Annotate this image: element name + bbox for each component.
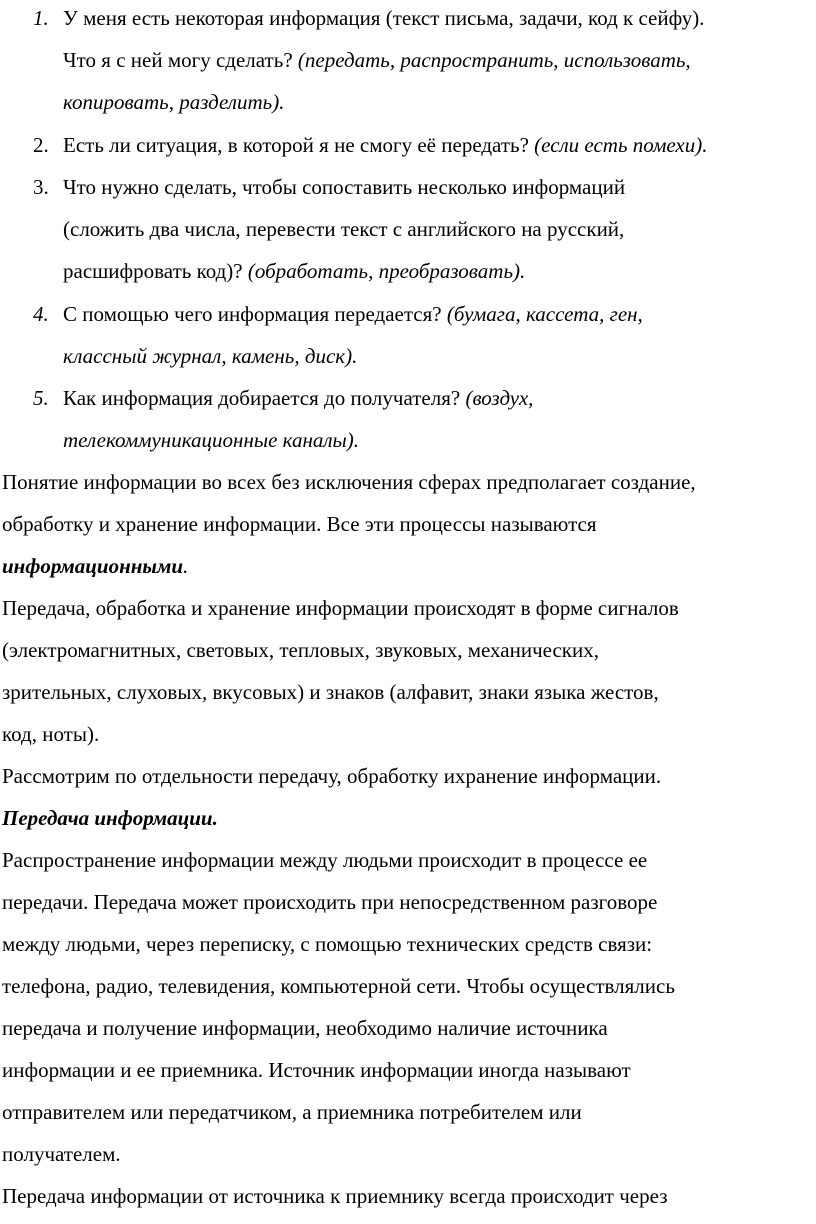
list-item-answer: (обработать, преобразовать). (247, 259, 526, 283)
list-item-line (63, 48, 691, 72)
list-item-answer: (воздух, (465, 386, 534, 410)
term-emphasis: информационными (2, 554, 184, 578)
paragraph-line: зрительных, слуховых, вкусовых) и знаков (алфавит, знаки языка жестов, (2, 680, 659, 704)
paragraph-line: передачи. Передача может происходить при непосредственном разговоре (2, 890, 658, 914)
paragraph-line: Распространение информации между людьми происходит в процессе ее (2, 848, 648, 872)
paragraph-line: получателем. (2, 1142, 121, 1166)
paragraph-line (2, 554, 188, 578)
paragraph-line: телефона, радио, телевидения, компьютерной сети. Чтобы осуществлялись (2, 974, 675, 998)
list-item-text: расшифровать код)? (63, 259, 248, 283)
list-number: 2. (33, 133, 49, 157)
list-item-answer: копировать, разделить). (63, 90, 285, 114)
section-heading: Передача информации. (2, 806, 218, 830)
list-item-line: Что нужно сделать, чтобы сопоставить несколько информаций (63, 175, 626, 199)
list-item-line: (сложить два числа, перевести текст с английского на русский, (63, 217, 625, 241)
list-number: 3. (33, 175, 49, 199)
list-item-answer: (если есть помехи). (534, 133, 708, 157)
paragraph-line: между людьми, через переписку, с помощью технических средств связи: (2, 932, 653, 956)
paragraph-line: Понятие информации во всех без исключения сферах предполагает создание, (2, 470, 696, 494)
paragraph-line: Передача информации от источника к приемнику всегда происходит через (2, 1184, 668, 1208)
paragraph-line: информации и ее приемника. Источник информации иногда называют (2, 1058, 631, 1082)
paragraph-line: (электромагнитных, световых, тепловых, звуковых, механических, (2, 638, 599, 662)
list-number: 4. (33, 302, 49, 326)
paragraph-line: передача и получение информации, необходимо наличие источника (2, 1016, 608, 1040)
paragraph-line: код, ноты). (2, 722, 100, 746)
list-item-line: У меня есть некоторая информация (текст письма, задачи, код к сейфу). (63, 6, 705, 30)
list-item-answer: (передать, распространить, использовать, (297, 48, 691, 72)
paragraph-line: Рассмотрим по отдельности передачу, обработку ихранение информации. (2, 764, 662, 788)
list-item-line (63, 386, 533, 410)
list-item-text: С помощью чего информация передается? (63, 302, 447, 326)
term-period: . (183, 554, 189, 578)
list-item-text: Как информация добирается до получателя? (63, 386, 466, 410)
list-item-line (63, 302, 643, 326)
list-item-text: Есть ли ситуация, в которой я не смогу её передать? (63, 133, 535, 157)
list-item-answer: классный журнал, камень, диск). (63, 344, 358, 368)
list-item-line (63, 133, 707, 157)
list-item-text: Что я с ней могу сделать? (63, 48, 298, 72)
paragraph-line: Передача, обработка и хранение информации происходят в форме сигналов (2, 596, 679, 620)
list-number: 5. (33, 386, 49, 410)
list-item-answer: телекоммуникационные каналы). (63, 428, 359, 452)
paragraph-line: отправителем или передатчиком, а приемника потребителем или (2, 1100, 582, 1124)
list-number: 1. (33, 6, 49, 30)
paragraph-line: обработку и хранение информации. Все эти процессы называются (2, 512, 597, 536)
list-item-answer: (бумага, кассета, ген, (446, 302, 643, 326)
list-item-line (63, 259, 525, 283)
